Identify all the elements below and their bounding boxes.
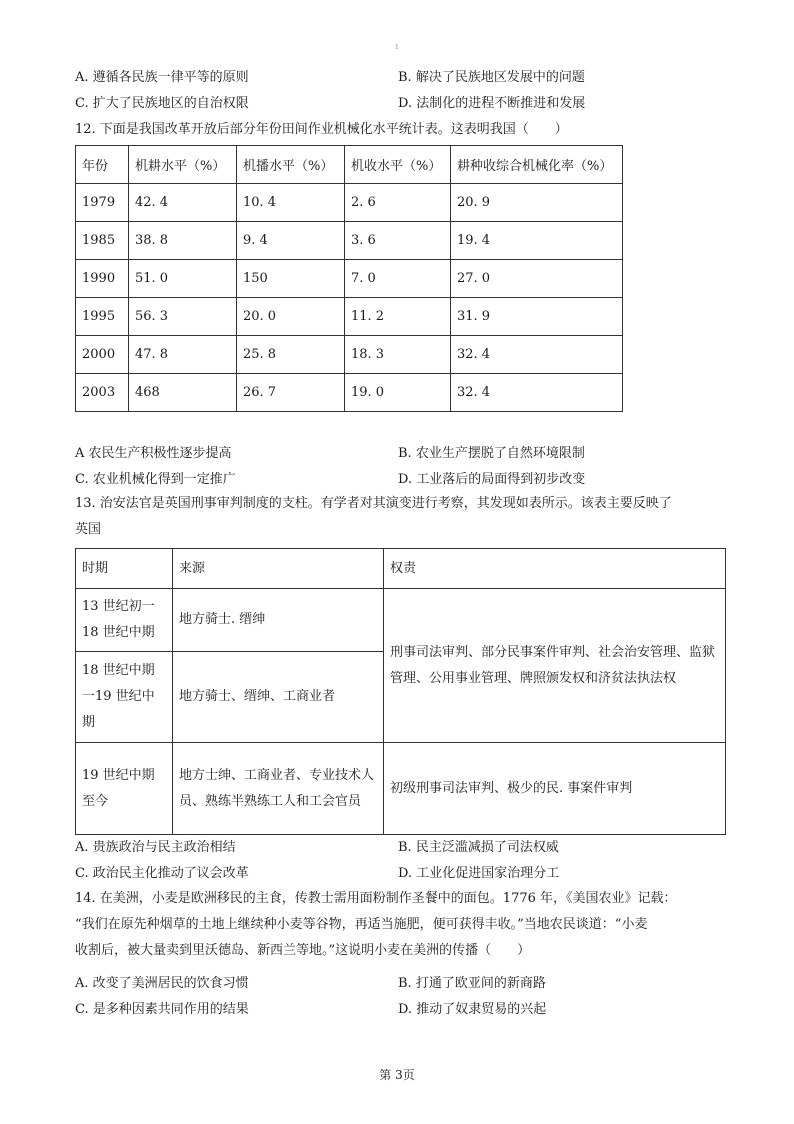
q11-option-d: D. 法制化的进程不断推进和发展 (398, 95, 586, 111)
table-cell: 20. 9 (451, 184, 623, 222)
header-cell: 年份 (76, 146, 129, 184)
table-cell: 19. 0 (345, 374, 451, 412)
table-cell: 刑事司法审判、部分民事案件审判、社会治安管理、监狱管理、公用事业管理、牌照颁发权和济贫法执法权 (384, 589, 726, 743)
q14-line3: 收割后，被大量卖到里沃德岛、新西兰等地。”这说明小麦在美洲的传播（ ） (75, 943, 531, 958)
q12-option-b: B. 农业生产摆脱了自然环境限制 (398, 445, 585, 461)
q14-line2: “我们在原先种烟草的土地上继续种小麦等谷物，再适当施肥，便可获得丰收。”当地农民谈道：“小麦 (75, 917, 648, 932)
table-row (76, 260, 623, 298)
table-cell: 150 (237, 260, 345, 298)
table-row (76, 184, 623, 222)
q14-option-a: A. 改变了美洲居民的饮食习惯 (75, 975, 249, 991)
q13-option-a: A. 贵族政治与民主政治相结 (75, 839, 236, 855)
table-cell: 468 (129, 374, 237, 412)
header-cell: 机播水平（%） (237, 146, 345, 184)
table-cell: 19. 4 (451, 222, 623, 260)
q12-option-c: C. 农业机械化得到一定推广 (75, 471, 236, 487)
table-cell: 初级刑事司法审判、极少的民. 事案件审判 (384, 743, 726, 835)
table-cell: 42. 4 (129, 184, 237, 222)
q11-option-a: A. 遵循各民族一律平等的原则 (75, 69, 249, 85)
table-cell: 13 世纪初一18 世纪中期 (76, 589, 173, 652)
table-row (76, 336, 623, 374)
table-cell: 1979 (76, 184, 129, 222)
table-header-row (76, 146, 623, 184)
table-cell: 2. 6 (345, 184, 451, 222)
header-cell: 机收水平（%） (345, 146, 451, 184)
q14-option-c: C. 是多种因素共同作用的结果 (75, 1001, 249, 1017)
table-cell: 18. 3 (345, 336, 451, 374)
table-cell: 18 世纪中期一19 世纪中期 (76, 652, 173, 743)
table-cell: 56. 3 (129, 298, 237, 336)
table-cell: 26. 7 (237, 374, 345, 412)
q13-table (75, 548, 726, 835)
table-cell: 2000 (76, 336, 129, 374)
table-cell: 地方骑士. 缙绅 (173, 589, 384, 652)
q14-option-d: D. 推动了奴隶贸易的兴起 (398, 1001, 547, 1017)
table-row (76, 589, 726, 652)
q13-option-c: C. 政治民主化推动了议会改革 (75, 865, 249, 881)
q14-options (75, 968, 735, 1020)
page-number: 第 3页 (379, 1068, 415, 1082)
table-cell: 地方骑士、缙绅、工商业者 (173, 652, 384, 743)
table-cell: 51. 0 (129, 260, 237, 298)
table-cell: 1995 (76, 298, 129, 336)
table-cell: 38. 8 (129, 222, 237, 260)
q13-stem (75, 491, 725, 543)
table-cell: 47. 8 (129, 336, 237, 374)
table-cell: 7. 0 (345, 260, 451, 298)
table-cell: 10. 4 (237, 184, 345, 222)
table-row (76, 743, 726, 835)
header-cell: 机耕水平（%） (129, 146, 237, 184)
q13-options (75, 832, 735, 884)
q12-option-d: D. 工业落后的局面得到初步改变 (398, 471, 586, 487)
table-row (76, 298, 623, 336)
q12-stem: 12. 下面是我国改革开放后部分年份田间作业机械化水平统计表。这表明我国（ ） (75, 122, 568, 137)
table-cell: 25. 8 (237, 336, 345, 374)
table-row (76, 374, 623, 412)
header-cell: 来源 (173, 549, 384, 589)
table-cell: 32. 4 (451, 374, 623, 412)
header-cell: 权责 (384, 549, 726, 589)
table-cell: 2003 (76, 374, 129, 412)
q13-stem-line1: 13. 治安法官是英国刑事审判制度的支柱。有学者对其演变进行考察，其发现如表所示。该表主要反映了 (75, 496, 672, 511)
q11-option-c: C. 扩大了民族地区的自治权限 (75, 95, 249, 111)
table-cell: 19 世纪中期至今 (76, 743, 173, 835)
header-cell: 时期 (76, 549, 173, 589)
q13-option-d: D. 工业化促进国家治理分工 (398, 865, 560, 881)
q11-options (75, 62, 735, 114)
q13-option-b: B. 民主泛滥减损了司法权威 (398, 839, 559, 855)
table-cell: 27. 0 (451, 260, 623, 298)
table-cell: 1990 (76, 260, 129, 298)
table-cell: 9. 4 (237, 222, 345, 260)
table-header-row (76, 549, 726, 589)
top-mark: 1 (395, 44, 399, 51)
table-row (76, 222, 623, 260)
table-cell: 11. 2 (345, 298, 451, 336)
q14-option-b: B. 打通了欧亚间的新商路 (398, 975, 546, 991)
q12-table (75, 145, 623, 412)
q12-option-a: A 农民生产积极性逐步提高 (75, 445, 232, 461)
table-cell: 20. 0 (237, 298, 345, 336)
header-cell: 耕种收综合机械化率（%） (451, 146, 623, 184)
q13-stem-line2: 英国 (75, 522, 102, 537)
q14-stem (75, 886, 725, 964)
table-cell: 3. 6 (345, 222, 451, 260)
table-cell: 31. 9 (451, 298, 623, 336)
table-cell: 地方士绅、工商业者、专业技术人员、熟练半熟练工人和工会官员 (173, 743, 384, 835)
table-cell: 32. 4 (451, 336, 623, 374)
q11-option-b: B. 解决了民族地区发展中的问题 (398, 69, 585, 85)
table-cell: 1985 (76, 222, 129, 260)
q14-line1: 14. 在美洲，小麦是欧洲移民的主食，传教士需用面粉制作圣餐中的面包。1776 年，《美国农业》记载： (75, 891, 677, 906)
q12-options (75, 438, 735, 490)
